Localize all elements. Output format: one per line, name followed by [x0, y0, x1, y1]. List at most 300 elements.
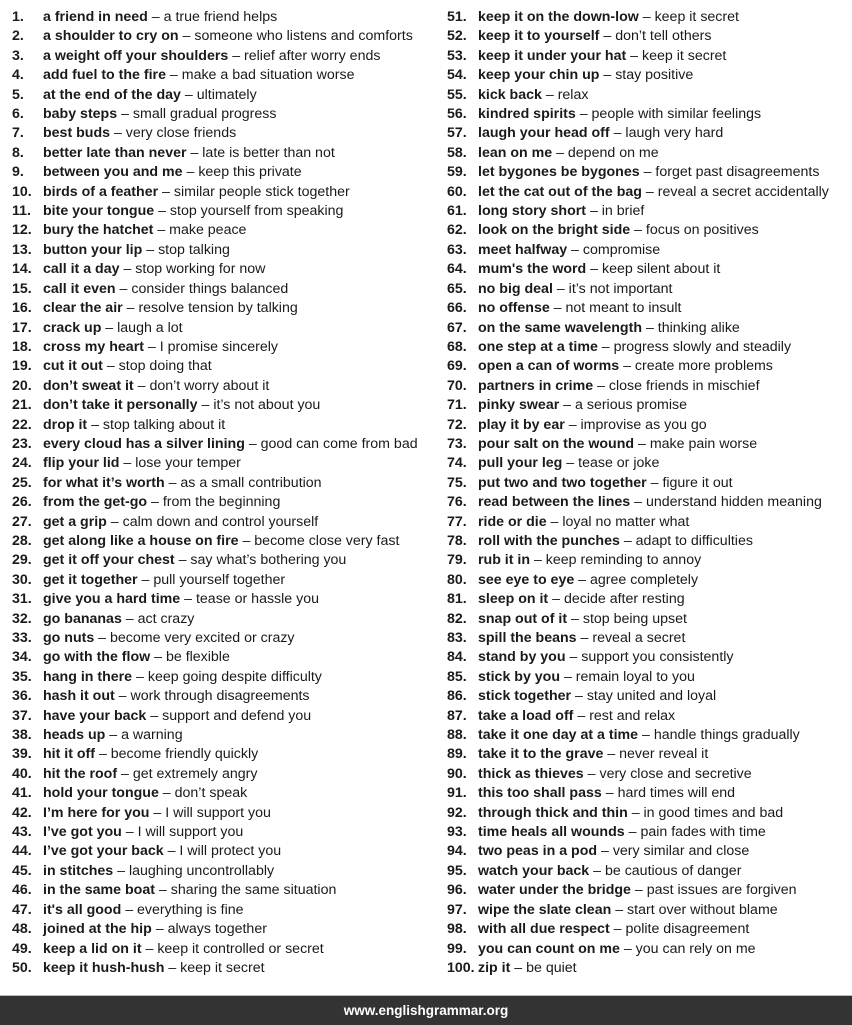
- item-meaning: a true friend helps: [163, 9, 278, 25]
- item-phrase: mum's the word: [478, 261, 587, 278]
- item-text: [478, 416, 707, 435]
- item-number: 86.: [447, 688, 467, 705]
- item-phrase: have your back: [43, 707, 147, 724]
- item-phrase: zip it: [478, 959, 511, 976]
- item-number: 26.: [12, 494, 32, 511]
- item-meaning: be quiet: [526, 959, 577, 976]
- item-phrase: clear the air: [43, 300, 123, 317]
- item-separator: –: [567, 610, 583, 627]
- item-number: 65.: [447, 280, 467, 297]
- item-number: 22.: [12, 416, 32, 433]
- item-separator: –: [630, 222, 646, 239]
- list-item: [447, 784, 852, 803]
- item-text: [43, 377, 269, 396]
- item-separator: –: [158, 183, 174, 200]
- item-separator: –: [634, 435, 650, 452]
- list-item: [12, 687, 432, 706]
- item-meaning: keep silent about it: [602, 261, 721, 278]
- item-number: 16.: [12, 300, 32, 317]
- item-text: [478, 532, 753, 551]
- item-phrase: hit it off: [43, 746, 95, 763]
- list-item: [447, 959, 852, 978]
- item-number: 42.: [12, 804, 32, 821]
- list-item: [12, 590, 432, 609]
- list-item: [12, 532, 432, 551]
- list-item: [447, 493, 852, 512]
- item-separator: –: [137, 571, 154, 588]
- item-text: [478, 862, 741, 881]
- item-phrase: keep a lid on it: [43, 940, 142, 957]
- item-text: [43, 454, 241, 473]
- item-phrase: button your lip: [43, 241, 143, 258]
- item-number: 34.: [12, 649, 32, 666]
- item-phrase: in the same boat: [43, 882, 155, 899]
- item-meaning: good can come from bad: [260, 435, 418, 452]
- item-text: [478, 726, 800, 745]
- list-item: [447, 435, 852, 454]
- list-item: [447, 163, 852, 182]
- list-item: [447, 842, 852, 861]
- item-phrase: play it by ear: [478, 416, 565, 433]
- item-text: [43, 610, 194, 629]
- item-phrase: keep it to yourself: [478, 28, 600, 45]
- item-meaning: in good times and bad: [643, 804, 784, 821]
- list-item: [12, 319, 432, 338]
- item-separator: –: [163, 843, 180, 860]
- item-number: 20.: [12, 377, 32, 394]
- item-meaning: relax: [557, 86, 589, 103]
- item-separator: –: [143, 338, 160, 355]
- list-item: [12, 66, 432, 85]
- item-separator: –: [113, 862, 129, 879]
- list-item: [447, 319, 852, 338]
- item-separator: –: [619, 940, 636, 957]
- item-text: [43, 221, 246, 240]
- list-item: [447, 920, 852, 939]
- item-phrase: keep your chin up: [478, 67, 600, 84]
- item-meaning: from the beginning: [162, 494, 281, 511]
- item-number: 29.: [12, 552, 32, 569]
- item-meaning: everything is fine: [137, 901, 244, 918]
- item-phrase: a friend in need: [43, 9, 148, 25]
- item-phrase: drop it: [43, 416, 88, 433]
- item-meaning: you can rely on me: [635, 940, 756, 957]
- item-separator: –: [165, 67, 182, 84]
- item-phrase: keep it on the down-low: [478, 9, 639, 25]
- list-item: [12, 163, 432, 182]
- list-item: [447, 86, 852, 105]
- item-phrase: pour salt on the wound: [478, 435, 635, 452]
- list-item: [12, 823, 432, 842]
- item-number: 62.: [447, 222, 467, 239]
- item-text: [478, 474, 733, 493]
- item-separator: –: [122, 300, 139, 317]
- item-phrase: go nuts: [43, 630, 95, 646]
- item-text: [478, 47, 726, 66]
- item-meaning: similar people stick together: [173, 183, 350, 200]
- item-meaning: don’t tell others: [615, 28, 712, 45]
- item-meaning: keep it secret: [180, 959, 265, 976]
- list-item: [447, 571, 852, 590]
- item-phrase: look on the bright side: [478, 222, 631, 239]
- list-item: [447, 241, 852, 260]
- item-text: [478, 590, 685, 609]
- item-number: 68.: [447, 338, 467, 355]
- list-item: [12, 86, 432, 105]
- item-text: [478, 823, 766, 842]
- item-phrase: no big deal: [478, 280, 553, 297]
- item-separator: –: [238, 532, 255, 549]
- item-meaning: close friends in mischief: [608, 377, 760, 394]
- item-meaning: I will support you: [137, 824, 244, 841]
- item-separator: –: [105, 727, 122, 744]
- item-separator: –: [599, 67, 616, 84]
- item-number: 45.: [12, 862, 32, 879]
- item-separator: –: [117, 106, 133, 123]
- item-meaning: stay positive: [615, 67, 694, 84]
- item-text: [478, 338, 791, 357]
- item-separator: –: [601, 785, 618, 802]
- item-number: 17.: [12, 319, 32, 336]
- item-separator: –: [164, 959, 181, 976]
- item-number: 24.: [12, 455, 32, 472]
- list-item: [447, 124, 852, 143]
- list-item: [12, 338, 432, 357]
- item-number: 2.: [12, 28, 24, 45]
- item-text: [43, 862, 274, 881]
- item-phrase: best buds: [43, 125, 111, 142]
- item-number: 72.: [447, 416, 467, 433]
- item-separator: –: [180, 591, 196, 608]
- item-phrase: kick back: [478, 86, 542, 103]
- list-item: [12, 260, 432, 279]
- list-item: [12, 842, 432, 861]
- phrase-list: [0, 8, 852, 988]
- item-number: 27.: [12, 513, 32, 530]
- item-number: 6.: [12, 106, 24, 123]
- item-phrase: cut it out: [43, 358, 103, 375]
- item-number: 12.: [12, 222, 32, 239]
- item-separator: –: [630, 882, 647, 899]
- item-number: 14.: [12, 261, 32, 278]
- item-text: [478, 202, 644, 221]
- item-meaning: calm down and control yourself: [122, 513, 319, 530]
- item-separator: –: [101, 319, 118, 336]
- item-phrase: flip your lid: [43, 455, 120, 472]
- item-text: [43, 105, 276, 124]
- item-phrase: one step at a time: [478, 338, 598, 355]
- item-meaning: make peace: [169, 222, 247, 239]
- item-phrase: let the cat out of the bag: [478, 183, 642, 200]
- list-item: [447, 745, 852, 764]
- item-text: [478, 571, 698, 590]
- item-text: [43, 435, 418, 454]
- item-number: 97.: [447, 901, 467, 918]
- list-item: [447, 823, 852, 842]
- list-item: [12, 105, 432, 124]
- item-meaning: laugh a lot: [117, 319, 183, 336]
- item-text: [478, 86, 588, 105]
- item-number: 46.: [12, 882, 32, 899]
- item-text: [43, 571, 285, 590]
- item-phrase: time heals all wounds: [478, 824, 625, 841]
- item-separator: –: [571, 688, 587, 705]
- item-phrase: keep it under your hat: [478, 47, 627, 64]
- item-text: [43, 532, 399, 551]
- item-meaning: as a small contribution: [180, 474, 322, 491]
- list-item: [12, 862, 432, 881]
- item-meaning: stop talking: [158, 241, 230, 258]
- item-meaning: say what’s bothering you: [190, 552, 347, 569]
- item-phrase: through thick and thin: [478, 804, 628, 821]
- item-meaning: someone who listens and comforts: [194, 28, 413, 45]
- item-phrase: I’ve got you: [43, 824, 122, 841]
- item-text: [478, 124, 723, 143]
- item-text: [43, 920, 267, 939]
- item-text: [43, 765, 257, 784]
- item-phrase: snap out of it: [478, 610, 568, 627]
- item-text: [43, 202, 343, 221]
- item-phrase: go bananas: [43, 610, 122, 627]
- item-text: [478, 299, 681, 318]
- item-number: 95.: [447, 862, 467, 879]
- item-meaning: focus on positives: [645, 222, 759, 239]
- item-phrase: pinky swear: [478, 397, 560, 414]
- item-number: 67.: [447, 319, 467, 336]
- item-separator: –: [178, 28, 195, 45]
- item-text: [478, 765, 752, 784]
- item-text: [43, 668, 322, 687]
- item-separator: –: [609, 125, 626, 142]
- list-item: [447, 396, 852, 415]
- item-separator: –: [132, 668, 148, 685]
- item-phrase: cross my heart: [43, 338, 144, 355]
- list-item: [447, 474, 852, 493]
- item-text: [478, 280, 673, 299]
- item-number: 93.: [447, 824, 467, 841]
- item-number: 4.: [12, 67, 24, 84]
- item-meaning: not meant to insult: [565, 300, 682, 317]
- item-meaning: thinking alike: [657, 319, 740, 336]
- item-number: 53.: [447, 47, 467, 64]
- item-number: 91.: [447, 785, 467, 802]
- item-meaning: be cautious of danger: [604, 862, 742, 879]
- item-meaning: rest and relax: [589, 707, 676, 724]
- list-item: [12, 571, 432, 590]
- item-number: 77.: [447, 513, 467, 530]
- item-meaning: reveal a secret accidentally: [657, 183, 829, 200]
- list-item: [12, 513, 432, 532]
- item-phrase: on the same wavelength: [478, 319, 642, 336]
- item-separator: –: [624, 824, 641, 841]
- item-meaning: it’s not important: [568, 280, 673, 297]
- item-text: [43, 319, 183, 338]
- item-phrase: ride or die: [478, 513, 547, 530]
- item-meaning: keep it secret: [654, 9, 739, 25]
- item-phrase: two peas in a pod: [478, 843, 598, 860]
- item-number: 94.: [447, 843, 467, 860]
- item-text: [43, 551, 346, 570]
- list-item: [12, 959, 432, 978]
- item-meaning: keep reminding to annoy: [545, 552, 702, 569]
- item-number: 3.: [12, 47, 24, 64]
- item-text: [43, 823, 243, 842]
- list-item: [447, 416, 852, 435]
- item-phrase: take it one day at a time: [478, 727, 639, 744]
- item-phrase: hang in there: [43, 668, 133, 685]
- item-phrase: pull your leg: [478, 455, 563, 472]
- list-item: [447, 105, 852, 124]
- item-meaning: support and defend you: [162, 707, 312, 724]
- item-phrase: it's all good: [43, 901, 122, 918]
- list-item: [12, 202, 432, 221]
- item-meaning: in brief: [601, 203, 645, 220]
- item-separator: –: [549, 300, 566, 317]
- item-meaning: stop working for now: [135, 261, 266, 278]
- item-phrase: bite your tongue: [43, 203, 155, 220]
- item-text: [43, 784, 247, 803]
- item-meaning: make a bad situation worse: [181, 67, 355, 84]
- item-number: 28.: [12, 532, 32, 549]
- item-text: [43, 183, 350, 202]
- item-phrase: wipe the slate clean: [478, 901, 612, 918]
- phrase-column-right: [447, 8, 852, 978]
- item-phrase: don’t take it personally: [43, 397, 198, 414]
- item-separator: –: [574, 571, 591, 588]
- list-item: [447, 66, 852, 85]
- list-item: [447, 27, 852, 46]
- list-item: [12, 280, 432, 299]
- item-number: 30.: [12, 571, 32, 588]
- item-number: 52.: [447, 28, 467, 45]
- item-phrase: call it a day: [43, 261, 120, 278]
- item-number: 18.: [12, 338, 32, 355]
- item-text: [43, 86, 257, 105]
- item-separator: –: [611, 901, 628, 918]
- item-number: 48.: [12, 921, 32, 938]
- item-separator: –: [154, 882, 171, 899]
- item-meaning: be flexible: [165, 649, 230, 666]
- item-meaning: never reveal it: [619, 746, 709, 763]
- item-text: [478, 396, 687, 415]
- item-meaning: tease or hassle you: [195, 591, 320, 608]
- item-phrase: rub it in: [478, 552, 531, 569]
- item-separator: –: [151, 921, 168, 938]
- item-number: 98.: [447, 921, 467, 938]
- item-separator: –: [630, 494, 646, 511]
- item-text: [43, 707, 311, 726]
- footer-website-text: www.englishgrammar.org: [343, 1003, 509, 1018]
- item-separator: –: [154, 203, 170, 220]
- item-separator: –: [186, 144, 203, 161]
- item-separator: –: [626, 47, 642, 64]
- item-separator: –: [244, 435, 261, 452]
- item-number: 63.: [447, 241, 467, 258]
- item-separator: –: [639, 164, 656, 181]
- list-item: [447, 881, 852, 900]
- item-phrase: keep it hush-hush: [43, 959, 165, 976]
- item-number: 50.: [12, 959, 32, 976]
- item-phrase: don’t sweat it: [43, 377, 134, 394]
- item-separator: –: [586, 203, 602, 220]
- item-text: [43, 280, 288, 299]
- item-meaning: act crazy: [137, 610, 195, 627]
- item-phrase: a shoulder to cry on: [43, 28, 179, 45]
- item-separator: –: [597, 338, 614, 355]
- item-text: [478, 260, 720, 279]
- item-separator: –: [597, 843, 613, 860]
- item-separator: –: [609, 921, 626, 938]
- list-item: [447, 629, 852, 648]
- item-number: 60.: [447, 183, 467, 200]
- item-text: [478, 707, 675, 726]
- item-number: 79.: [447, 552, 467, 569]
- item-text: [43, 881, 336, 900]
- item-number: 38.: [12, 727, 32, 744]
- item-number: 88.: [447, 727, 467, 744]
- item-separator: –: [562, 455, 579, 472]
- item-phrase: laugh your head off: [478, 125, 610, 142]
- item-separator: –: [114, 688, 131, 705]
- list-item: [12, 144, 432, 163]
- item-meaning: depend on me: [567, 144, 659, 161]
- list-item: [12, 726, 432, 745]
- item-text: [478, 687, 716, 706]
- list-item: [447, 532, 852, 551]
- item-phrase: better late than never: [43, 144, 187, 161]
- item-separator: –: [147, 494, 163, 511]
- item-separator: –: [559, 397, 576, 414]
- list-item: [447, 551, 852, 570]
- item-meaning: relief after worry ends: [244, 47, 381, 64]
- list-item: [12, 435, 432, 454]
- item-separator: –: [164, 474, 181, 491]
- item-separator: –: [619, 532, 636, 549]
- list-item: [12, 474, 432, 493]
- item-separator: –: [546, 513, 563, 530]
- item-number: 39.: [12, 746, 32, 763]
- item-meaning: handle things gradually: [653, 727, 800, 744]
- item-text: [478, 842, 749, 861]
- item-separator: –: [149, 804, 166, 821]
- list-item: [12, 183, 432, 202]
- item-text: [478, 163, 819, 182]
- item-meaning: keep going despite difficulty: [147, 668, 322, 685]
- item-number: 71.: [447, 397, 467, 414]
- item-separator: –: [115, 280, 132, 297]
- item-text: [478, 668, 695, 687]
- item-number: 70.: [447, 377, 467, 394]
- item-separator: –: [599, 28, 616, 45]
- item-number: 85.: [447, 668, 467, 685]
- item-separator: –: [158, 785, 175, 802]
- item-separator: –: [121, 824, 138, 841]
- item-separator: –: [627, 804, 644, 821]
- item-separator: –: [638, 727, 654, 744]
- list-item: [12, 377, 432, 396]
- list-item: [447, 377, 852, 396]
- item-number: 47.: [12, 901, 32, 918]
- item-meaning: stop yourself from speaking: [169, 203, 344, 220]
- list-item: [447, 454, 852, 473]
- item-separator: –: [153, 222, 170, 239]
- item-phrase: hold your tongue: [43, 785, 159, 802]
- item-meaning: progress slowly and steadily: [613, 338, 792, 355]
- list-item: [12, 707, 432, 726]
- item-meaning: I promise sincerely: [159, 338, 279, 355]
- item-text: [43, 726, 183, 745]
- item-text: [478, 648, 734, 667]
